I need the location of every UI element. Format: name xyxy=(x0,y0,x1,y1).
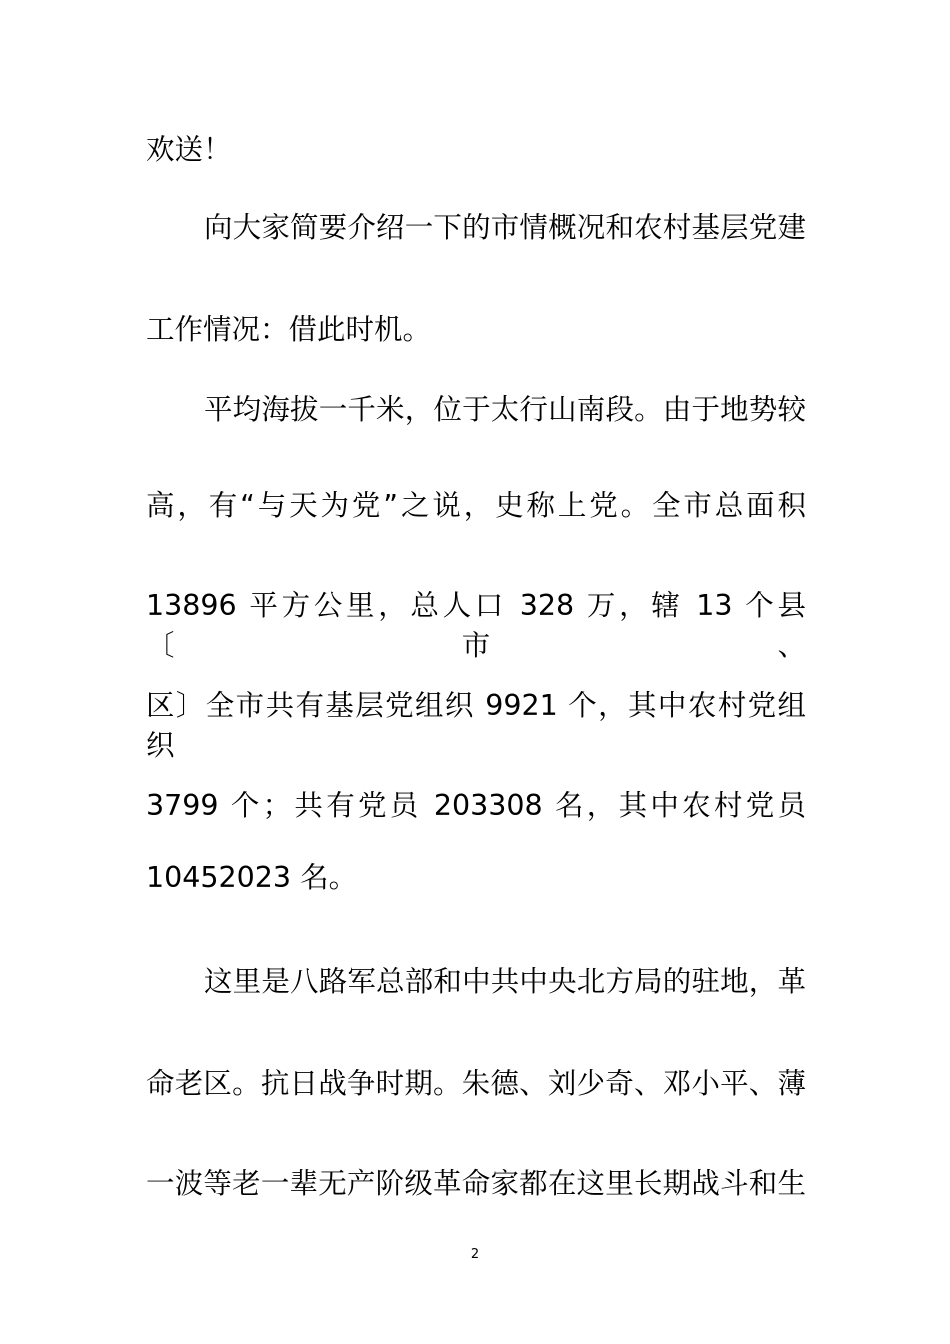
text-line: 3799 个；共有党员 203308 名，其中农村党员 xyxy=(146,789,806,822)
text-line: 高，有“与天为党”之说，史称上党。全市总面积 xyxy=(146,489,806,522)
page-number: 2 xyxy=(470,1247,480,1262)
text-line: 平均海拔一千米，位于太行山南段。由于地势较 xyxy=(204,393,806,426)
text-line: 一波等老一辈无产阶级革命家都在这里长期战斗和生 xyxy=(146,1167,806,1200)
text-line: 工作情况：借此时机。 xyxy=(146,313,432,346)
text-line: 欢送！ xyxy=(146,133,232,166)
text-line: 10452023 名。 xyxy=(146,861,358,894)
text-line: 这里是八路军总部和中共中央北方局的驻地，革 xyxy=(204,965,806,998)
text-line: 区〕全市共有基层党组织 9921 个，其中农村党组织 xyxy=(146,689,806,762)
text-line: 13896 平方公里，总人口 328 万，辖 13 个县〔市、 xyxy=(146,589,806,662)
text-line: 命老区。抗日战争时期。朱德、刘少奇、邓小平、薄 xyxy=(146,1067,806,1100)
text-line: 向大家简要介绍一下的市情概况和农村基层党建 xyxy=(204,211,806,244)
